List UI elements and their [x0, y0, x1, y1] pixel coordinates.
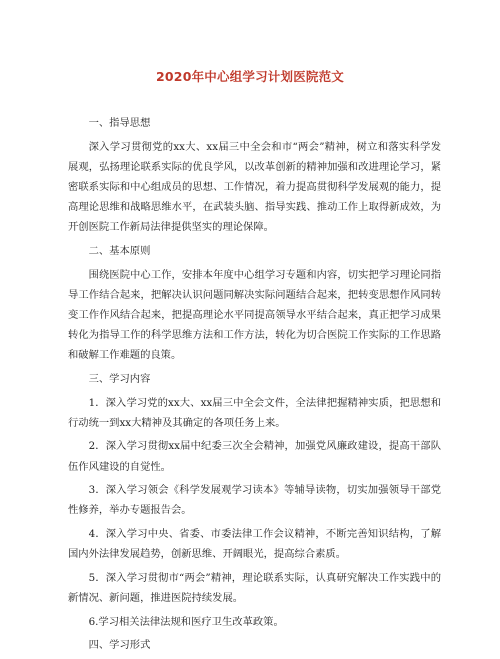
paragraph-guiding-ideology: 深入学习贯彻党的xx大、xx届三中全会和市“两会”精神，树立和落实科学发展观，弘扬理论联系实际的优良学风，以改革创新的精神加强和改进理论学习，紧密联系实际和中心组成员的思想、工作情况，着力提高贯彻科学发展观的能力，提高理论思维和战略思维水平，在武装头脑、指导实践、推动工作上取得新成效，为开创医院工作新局法律提供坚实的理论保障。 — [68, 140, 441, 234]
paragraph-basic-principles: 围绕医院中心工作，安排本年度中心组学习专题和内容，切实把学习理论同指导工作结合起来，把解决认识问题同解决实际问题结合起来，把转变思想作风同转变工作作风结合起来，把提高理论水平同提高领导水平结合起来，真正把学习成果转化为指导工作的科学思维方法和工作方法，转化为切合医院工作实际的工作思路和破解工作难题的良策。 — [68, 268, 441, 362]
section-heading-basic-principles: 二、基本原则 — [88, 245, 151, 257]
study-item-4: 4．深入学习中央、省委、市委法律工作会议精神，不断完善知识结构，了解国内外法律发展趋势，创新思维、开阔眼光，提高综合素质。 — [68, 527, 441, 561]
section-heading-study-content: 三、学习内容 — [88, 373, 151, 385]
section-heading-study-format: 四、学习形式 — [88, 639, 151, 652]
study-item-1: 1．深入学习党的xx大、xx届三中全会文件，全法律把握精神实质，把思想和行动统一到xx大精神及其确定的各项任务上来。 — [68, 396, 441, 429]
study-item-6: 6.学习相关法律法规和医疗卫生改革政策。 — [88, 615, 284, 628]
study-item-2: 2．深入学习贯彻xx届中纪委三次全会精神，加强党风廉政建设，提高干部队伍作风建设的自觉性。 — [68, 440, 441, 473]
document-title: 2020年中心组学习计划医院范文 — [156, 69, 344, 84]
document-body — [68, 113, 441, 659]
study-item-3: 3．深入学习领会《科学发展观学习读本》等辅导读物，切实加强领导干部党性修养，举办专题报告会。 — [68, 484, 441, 517]
study-item-5: 5．深入学习贯彻市“两会”精神，理论联系实际，认真研究解决工作实践中的新情况、新问题，推进医院持续发展。 — [68, 571, 441, 604]
section-heading-guiding-ideology: 一、指导思想 — [88, 117, 151, 129]
